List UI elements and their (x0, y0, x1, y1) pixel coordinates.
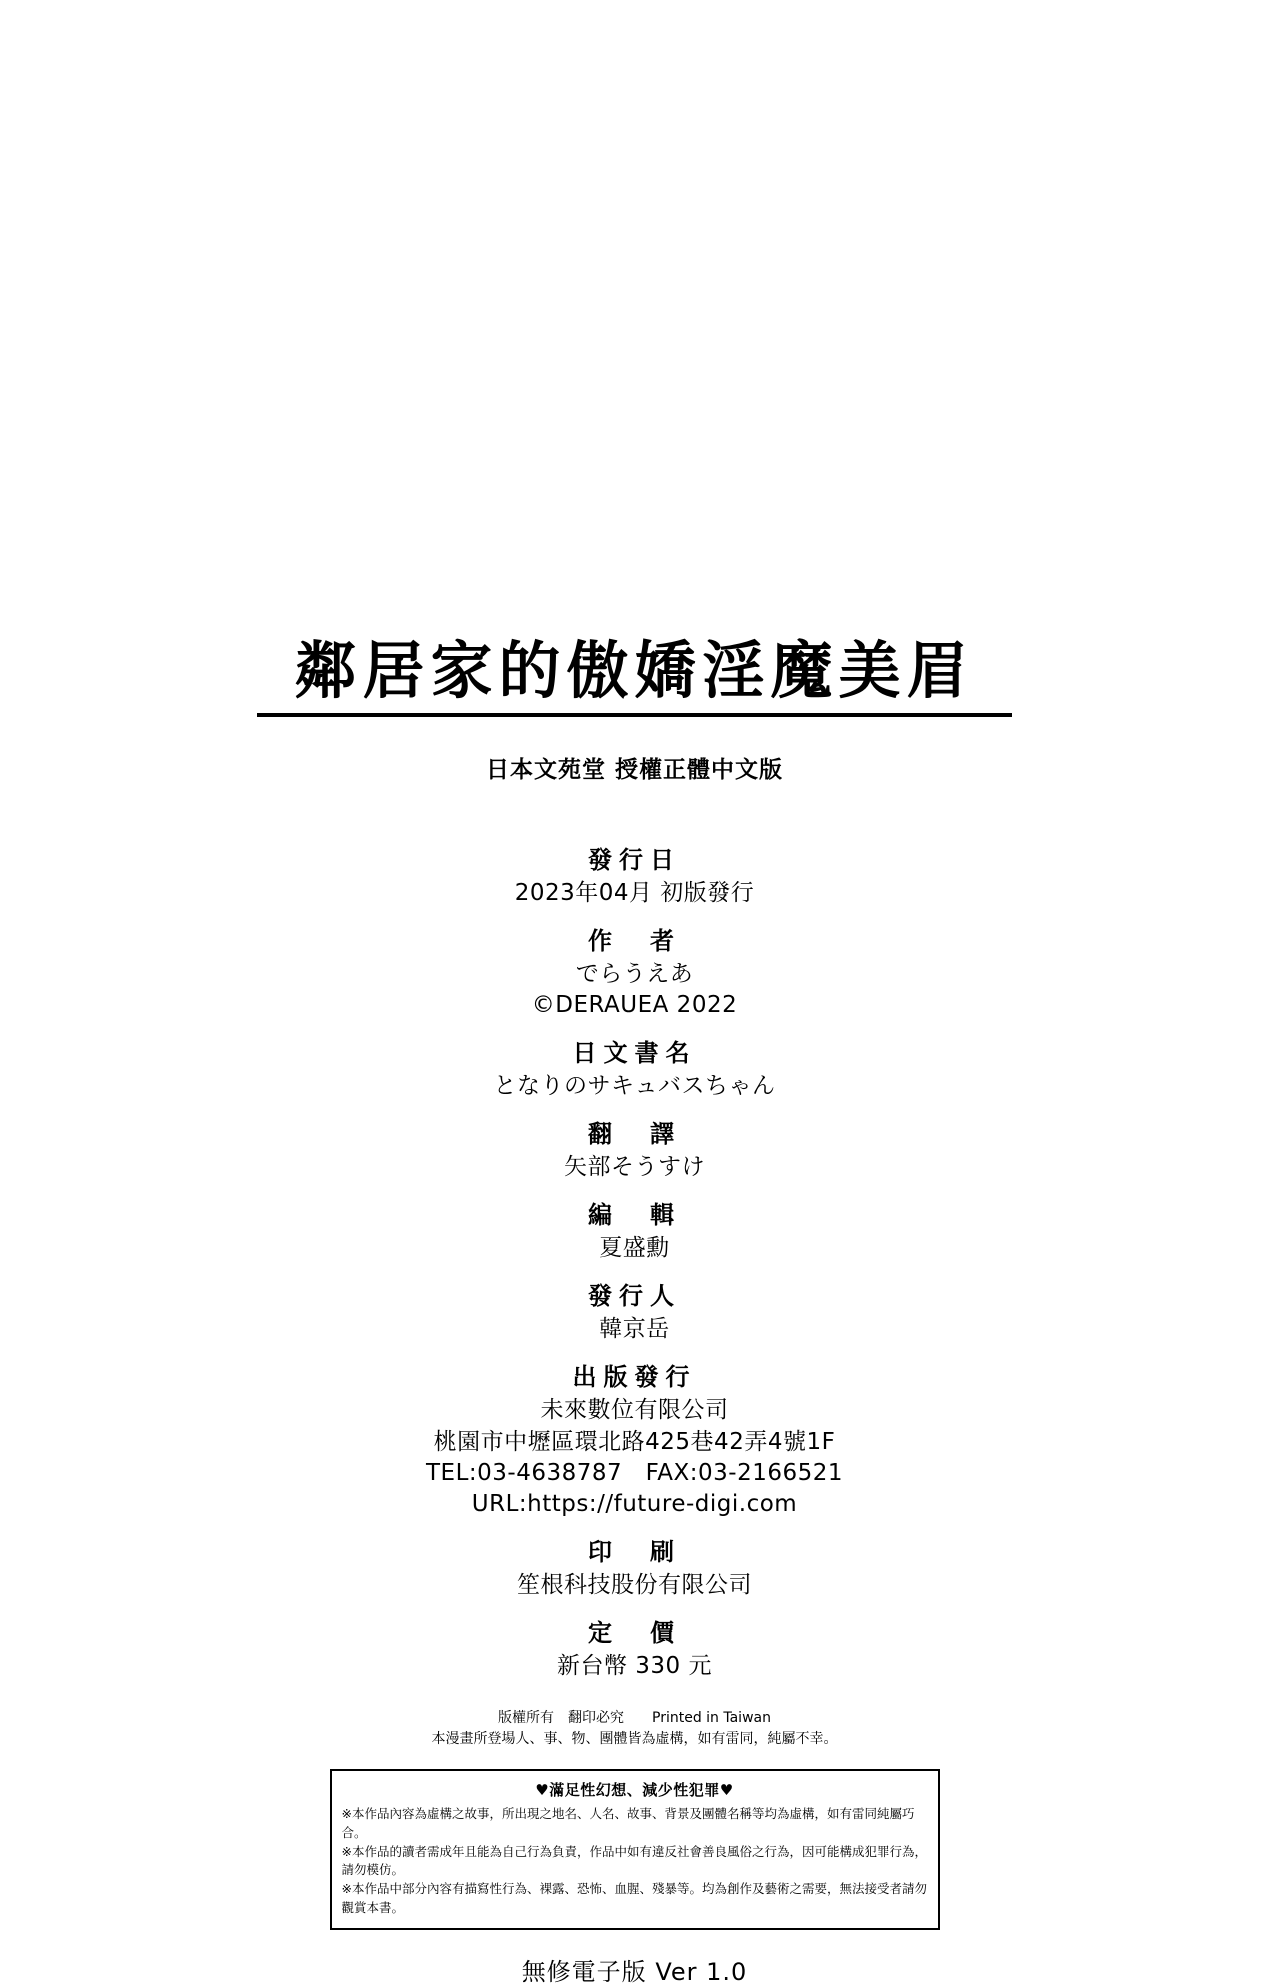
field-value-line: 笙根科技股份有限公司 (517, 1571, 752, 1598)
field-value (235, 1570, 1035, 1601)
page-title: 鄰居家的傲嬌淫魔美眉 (294, 634, 975, 707)
field-label: 印 刷 (588, 1537, 681, 1566)
field-value (235, 878, 1035, 909)
field-label: 翻 譯 (588, 1120, 681, 1149)
publisher-note (235, 755, 1035, 786)
legal-line: 本漫畫所登場人、事、物、團體皆為虛構，如有雷同，純屬不幸。 (431, 1731, 838, 1748)
notice-line: ※本作品內容為虛構之故事，所出現之地名、人名、故事、背景及團體名稱等均為虛構，如有雷同純屬巧合。 (341, 1806, 915, 1840)
field-value (235, 1314, 1035, 1345)
publisher-note-line-2: 授權正體中文版 (615, 757, 783, 784)
field-label: 編 輯 (588, 1201, 681, 1230)
field-editor (235, 1183, 1035, 1264)
field-label: 定 價 (588, 1618, 681, 1647)
field-value-line: となりのサキュバスちゃん (493, 1073, 776, 1100)
field-label: 作 者 (588, 927, 681, 956)
field-value-line: TEL:03-4638787 FAX:03-2166521 (426, 1459, 843, 1486)
field-value-line: 新台幣 330 元 (556, 1652, 713, 1679)
field-value (235, 1071, 1035, 1102)
field-value-line: 未來數位有限公司 (540, 1397, 729, 1424)
notice-line: ※本作品的讀者需成年且能為自己行為負責，作品中如有違反社會善良風俗之行為，因可能構成犯罪行為，請勿模仿。 (341, 1843, 927, 1878)
legal-text (235, 1708, 1035, 1751)
field-value (235, 959, 1035, 1021)
field-publisher-person (235, 1264, 1035, 1345)
field-label: 出版發行 (572, 1363, 697, 1392)
field-value (235, 1152, 1035, 1183)
legal-line: 版權所有 翻印必究 Printed in Taiwan (498, 1709, 771, 1726)
field-author (235, 909, 1035, 1021)
publisher-note-line-1: 日本文苑堂 (485, 757, 606, 784)
field-value-line: 桃園市中壢區環北路425巷42弄4號1F (433, 1428, 836, 1455)
field-value-url[interactable]: URL:https://future-digi.com (471, 1490, 798, 1517)
field-price (235, 1601, 1035, 1682)
field-value (235, 1233, 1035, 1264)
field-value-line: 2023年04月 初版發行 (514, 880, 755, 907)
field-publishing-company (235, 1345, 1035, 1519)
field-label: 發行日 (588, 846, 681, 875)
field-value-line: でらうえあ (575, 961, 694, 988)
field-value (235, 1395, 1035, 1519)
field-release-date (235, 828, 1035, 909)
colophon-fields (235, 828, 1035, 1682)
field-label: 日文書名 (572, 1039, 697, 1068)
field-value-line: 矢部そうすけ (564, 1154, 705, 1181)
notice-heading: ♥滿足性幻想、減少性犯罪♥ (535, 1781, 734, 1800)
field-value-line: ©DERAUEA 2022 (531, 992, 738, 1019)
field-japanese-title (235, 1021, 1035, 1102)
field-label: 發行人 (588, 1282, 681, 1311)
field-translator (235, 1102, 1035, 1183)
notice-line: ※本作品中部分內容有描寫性行為、裸露、恐怖、血腥、殘暴等。均為創作及藝術之需要，無法接受者請勿觀賞本書。 (341, 1881, 927, 1915)
title-block (255, 634, 1015, 717)
title-divider (257, 713, 1012, 717)
notice-box (330, 1769, 940, 1930)
version-label: 無修電子版 Ver 1.0 (521, 1957, 748, 1986)
field-value (235, 1651, 1035, 1682)
field-value-line: 夏盛勳 (599, 1235, 670, 1262)
colophon-block (235, 634, 1035, 1987)
field-printing (235, 1520, 1035, 1601)
field-value-line: 韓京岳 (599, 1316, 670, 1343)
